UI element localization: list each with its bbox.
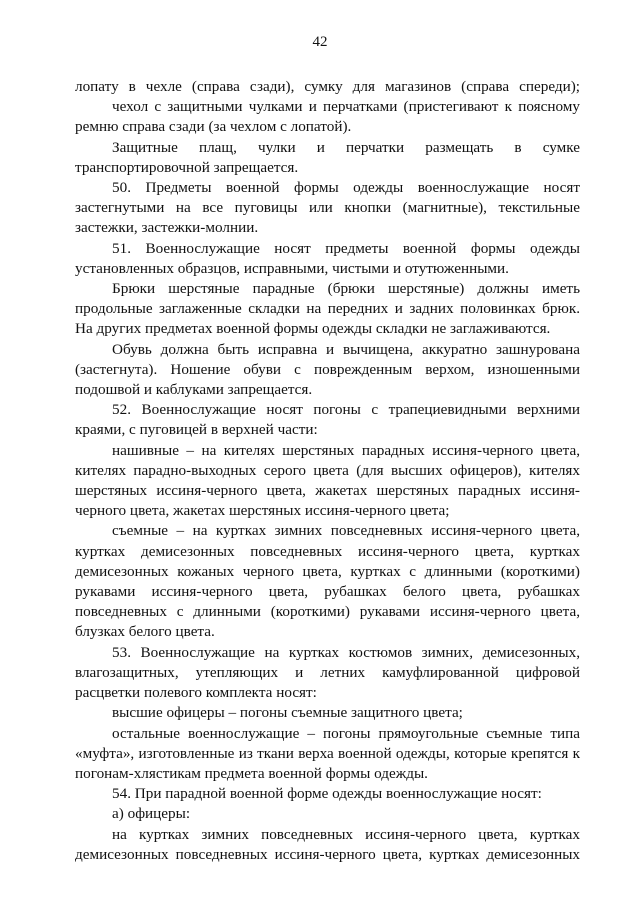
paragraph: лопату в чехле (справа сзади), сумку для магазинов (справа спереди); xyxy=(75,78,580,95)
paragraph: на куртках зимних повседневных иссиня-черного цвета, куртках демисезонных повседневных иссиня-черного цвета, куртках демисезонных xyxy=(75,825,580,863)
paragraph: остальные военнослужащие – погоны прямоугольные съемные типа «муфта», изготовленные из ткани верха военной одежды, которые крепятся к погонам-хлястикам предмета военной формы одежды. xyxy=(75,724,580,782)
paragraph: высшие офицеры – погоны съемные защитного цвета; xyxy=(112,704,463,722)
paragraph: 53. Военнослужащие на куртках костюмов зимних, демисезонных, влагозащитных, утепляющих и летних камуфлированной цифровой расцветки полевого комплекта носят: xyxy=(75,643,580,702)
paragraph: 51. Военнослужащие носят предметы военной формы одежды установленных образцов, исправными, чистыми и отутюженными. xyxy=(75,239,580,277)
paragraph: 52. Военнослужащие носят погоны с трапециевидными верхними краями, с пуговицей в верхней части: xyxy=(75,401,580,439)
paragraph: 50. Предметы военной формы одежды военнослужащие носят застегнутыми на все пуговицы или кнопки (магнитные), текстильные застежки, застежки-молнии. xyxy=(75,179,580,237)
paragraph: съемные – на куртках зимних повседневных иссиня-черного цвета, куртках демисезонных повседневных иссиня-черного цвета, куртках демисезонных кожаных черного цвета, куртках с длинными (короткими) рукавами иссиня-черного цвета, рубашках белого цвета, рубашках повседневных с длинными (короткими) рукавами иссиня-черного цвета, блузках белого цвета. xyxy=(75,522,580,641)
page-number: 42 xyxy=(312,34,328,50)
paragraph: а) офицеры: xyxy=(112,805,191,823)
paragraph: чехол с защитными чулками и перчатками (пристегивают к поясному ремню справа сзади (за чехлом с лопатой). xyxy=(75,98,580,136)
paragraph: Защитные плащ, чулки и перчатки размещать в сумке транспортировочной запрещается. xyxy=(75,138,580,176)
paragraph: Обувь должна быть исправна и вычищена, аккуратно зашнурована (застегнута). Ношение обуви с поврежденным верхом, изношенными подошвой и каблуками запрещается. xyxy=(75,340,580,399)
paragraph: нашивные – на кителях шерстяных парадных иссиня-черного цвета, кителях парадно-выходных серого цвета (для высших офицеров), кителях шерстяных иссиня-черного цвета, жакетах шерстяных парадных иссиня-черного цвета, жакетах шерстяных иссиня-черного цвета; xyxy=(75,441,580,520)
document-body xyxy=(75,77,580,865)
paragraph: 54. При парадной военной форме одежды военнослужащие носят: xyxy=(112,785,542,803)
paragraph: Брюки шерстяные парадные (брюки шерстяные) должны иметь продольные заглаженные складки на передних и задних половинках брюк. На других предметах военной формы одежды складки не заглаживаются. xyxy=(75,280,580,338)
